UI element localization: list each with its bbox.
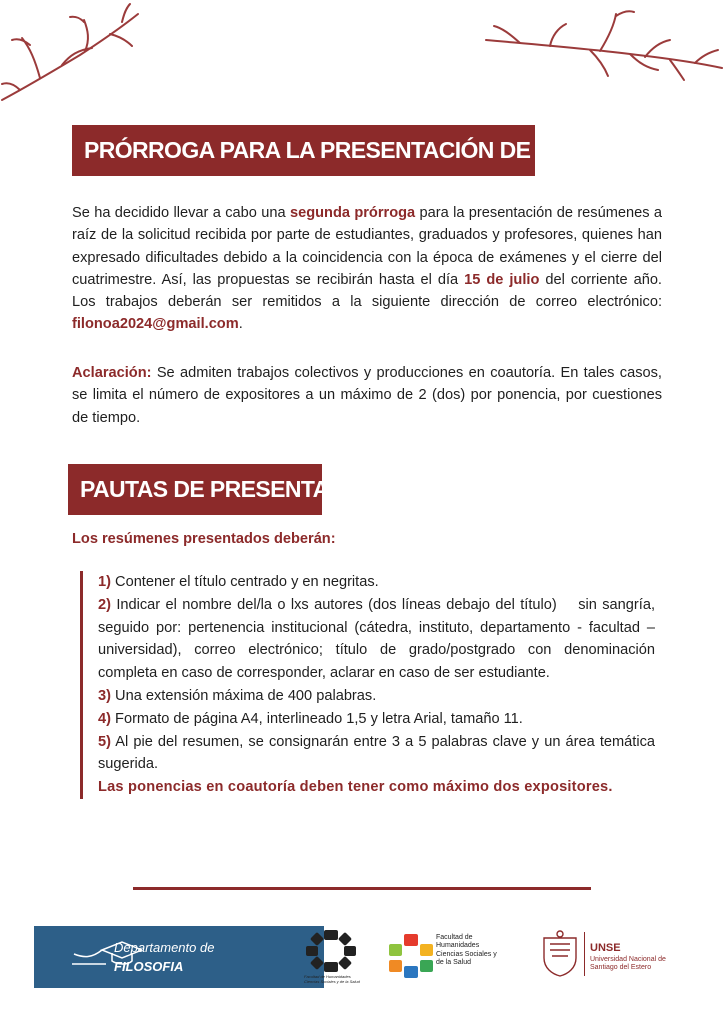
- list-item: [98, 594, 660, 685]
- faculty-logo-dark: [296, 926, 366, 988]
- heading-text: PAUTAS DE PRESENTACIÓN: [80, 476, 384, 502]
- highlight-second-extension: segunda prórroga: [289, 205, 416, 221]
- department-label: Departamento de: [114, 940, 215, 955]
- item-text: Al pie del resumen, se consignarán entre 3 a 5 palabras clave y un área temática sugerida.: [98, 733, 655, 773]
- unse-divider: [584, 932, 585, 976]
- extension-paragraph: [72, 202, 662, 336]
- item-text: Contener el título centrado y en negritas.: [110, 574, 379, 590]
- list-item: [98, 685, 655, 708]
- department-name: FILOSOFIA: [114, 959, 184, 974]
- text-span: para la presentación de resúmenes a raíz de la solicitud recibida por parte de estudiantes, graduados y profesores, quienes han expresado dificultades debido a la coincidencia con la época de exámenes y el cierre del cuatrimestre. Así, las propuestas se recibirán hasta el día: [72, 205, 662, 288]
- clarification-label: Aclaración:: [72, 365, 152, 381]
- text-span: del corriente año. Los trabajos deberán ser remitidos a la siguiente dirección de correo electrónico:: [72, 271, 662, 311]
- branch-decoration-right: [480, 8, 724, 88]
- text-span: Se ha decidido llevar a cabo una: [72, 205, 290, 221]
- guidelines-list: [80, 571, 660, 799]
- branch-decoration-left: [0, 0, 150, 110]
- item-number: 4): [98, 710, 111, 727]
- faculty-colorful-emblem-icon: [388, 934, 434, 978]
- unse-logo: [540, 930, 680, 982]
- final-note: Las ponencias en coautoría deben tener como máximo dos expositores.: [98, 779, 613, 796]
- faculty-color-name: Facultad de Humanidades Ciencias Sociales y de la Salud: [436, 934, 497, 967]
- email-address: filonoa2024@gmail.com: [72, 316, 239, 333]
- item-number: 1): [98, 574, 111, 590]
- item-text: Una extensión máxima de 400 palabras.: [110, 687, 377, 704]
- clarification-text: Se admiten trabajos colectivos y producciones en coautoría. En tales casos, se limita el número de expositores a un máximo de 2 (dos) por ponencia, por cuestiones de tiempo.: [72, 365, 662, 426]
- list-item: [98, 731, 655, 777]
- heading-text: PRÓRROGA PARA LA PRESENTACIÓN DE RESÚMENES: [84, 137, 677, 163]
- unse-crest-icon: [540, 930, 580, 978]
- unse-acronym: UNSE: [590, 942, 621, 954]
- guidelines-intro: Los resúmenes presentados deberán:: [72, 531, 336, 547]
- highlight-deadline: 15 de julio: [464, 271, 540, 288]
- faculty-logo-color: [388, 932, 518, 982]
- item-text: Formato de página A4, interlineado 1,5 y letra Arial, tamaño 11.: [110, 710, 523, 727]
- clarification-paragraph: [72, 362, 662, 429]
- unse-full-name: Universidad Nacional de Santiago del Estero: [590, 956, 666, 971]
- faculty-emblem-icon: [302, 928, 360, 974]
- item-number: 5): [98, 733, 111, 750]
- department-logo-band: [34, 926, 324, 988]
- section-heading-guidelines: [68, 464, 384, 515]
- faculty-caption: Facultad de Humanidades Ciencias Sociales y de la Salud: [304, 974, 360, 984]
- list-item: [98, 708, 655, 731]
- footer-divider: [133, 887, 591, 890]
- item-text: Indicar el nombre del/la o lxs autores (dos líneas debajo del título) sin sangría, seguido por: pertenencia institucional (cátedra, instituto, departamento - facultad – universidad), correo electrónico; título de grado/postgrado con denominación completa en caso de corresponder, aclarar en caso de ser estudiante.: [98, 596, 660, 682]
- text-span: .: [238, 316, 243, 333]
- item-number: 2): [98, 596, 111, 613]
- section-heading-extension: [72, 125, 677, 176]
- list-item: [98, 571, 655, 594]
- item-number: 3): [98, 687, 111, 704]
